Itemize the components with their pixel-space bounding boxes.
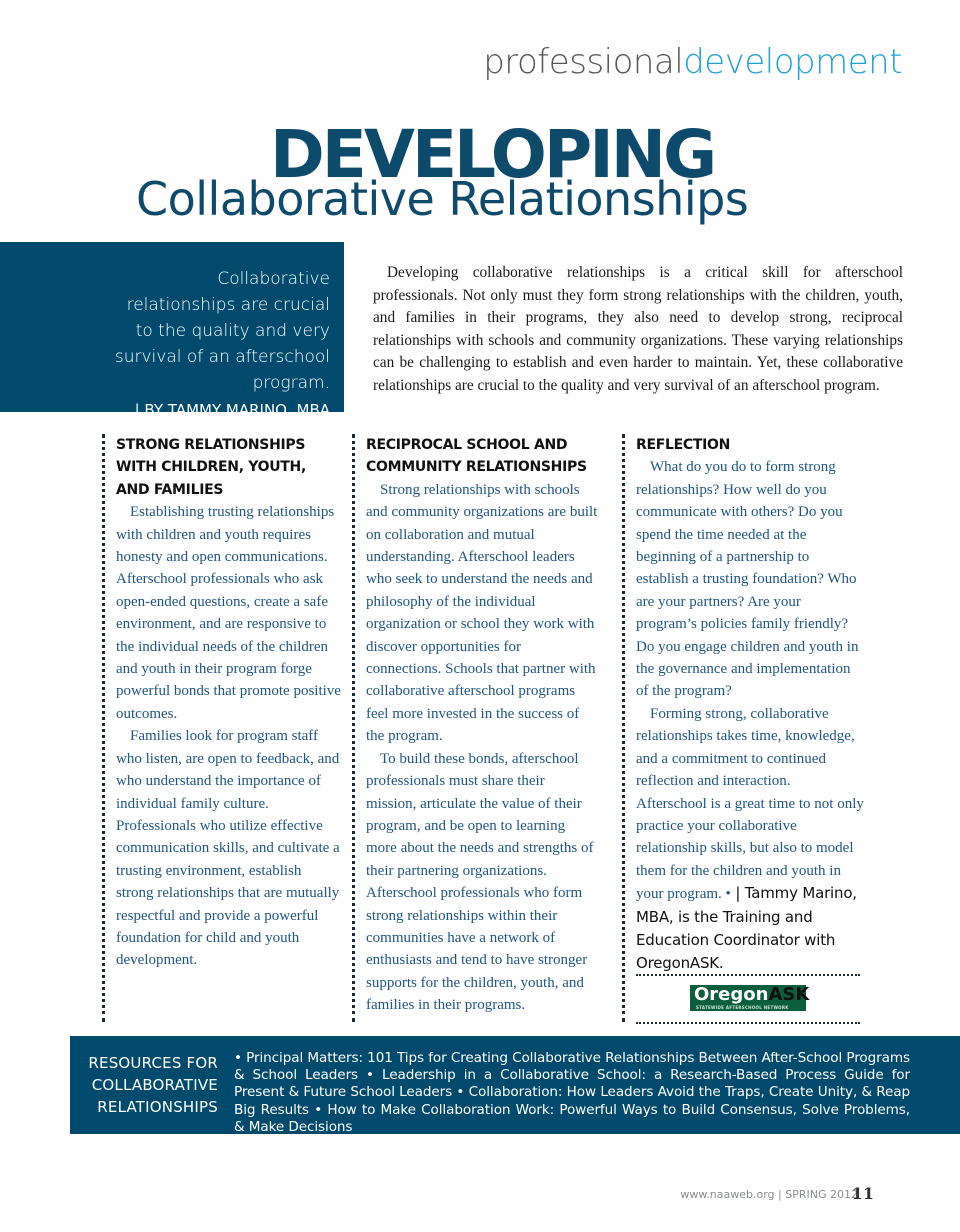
column-reflection xyxy=(636,434,864,976)
logo-text-ask: ASK xyxy=(768,984,810,1005)
article-subtitle: Collaborative Relationships xyxy=(136,172,749,226)
footer-site-issue: www.naaweb.org | SPRING 2012 xyxy=(680,1188,858,1201)
body-paragraph-text: Forming strong, collaborative relationships takes time, knowledge, and a commitment to continued reflection and interaction. Afterschool is a great time to not only practice your collaborative relationship skills, but also to model them for the children and youth in your program. • xyxy=(636,705,864,903)
resources-heading: RESOURCES FOR COLLABORATIVE RELATIONSHIPS xyxy=(88,1054,218,1116)
body-paragraph: To build these bonds, afterschool professionals must share their mission, articulate the value of their program, and be open to learning more about the needs and strengths of their partnering organizations. Afterschool professionals who form strong relationships within their communities have a network of enthusiasts and tend to have stronger supports for the children, youth, and families in their programs. xyxy=(366,750,594,1014)
column-school-community xyxy=(366,434,598,1017)
section-tag-part1: professional xyxy=(483,42,684,82)
pull-quote: Collaborative relationships are crucial to the quality and very survival of an afterschool program. xyxy=(114,269,330,393)
article-title: DEVELOPING xyxy=(270,116,715,193)
pull-quote-box xyxy=(0,242,344,419)
body-paragraph: Strong relationships with schools and community organizations are built on collaboration and mutual understanding. Afterschool leaders who seek to understand the needs and philosophy of the individual organization or school they work with discover opportunities for connections. Schools that partner with collaborative afterschool programs feel more invested in the success of the program. xyxy=(366,481,598,745)
oregonask-logo xyxy=(690,984,810,1011)
logo-tagline: STATEWIDE AFTERSCHOOL NETWORK xyxy=(696,1005,789,1010)
page-number: 11 xyxy=(851,1184,874,1203)
section-tag xyxy=(483,42,902,82)
footer-text xyxy=(680,1188,872,1201)
intro-paragraph: Developing collaborative relationships is a critical skill for afterschool professionals. Not only must they form strong relationships with the children, youth, and families in their programs, they also need to develop strong, reciprocal relationships with schools and community organizations. These varying relationships can be challenging to establish and even harder to maintain. Yet, these collaborative relationships are crucial to the quality and very survival of an afterschool program. xyxy=(373,264,903,394)
logo-area xyxy=(636,974,860,1024)
body-paragraph: Families look for program staff who listen, are open to feedback, and who understand the importance of individual family culture. Professionals who utilize effective communication skills, and cultivate a trusting environment, establish strong relationships that are mutually respectful and provide a powerful foundation for child and youth development. xyxy=(116,728,340,969)
body-paragraph: What do you do to form strong relationships? How well do you communicate with others? Do you spend the time needed at the beginning of a partnership to establish a trusting foundation? Who are your partners? Are your program’s policies family friendly? Do you engage children and youth in the governance and implementation of the program? xyxy=(636,459,859,700)
body-paragraph: Establishing trusting relationships with children and youth requires honesty and open communications. Afterschool professionals who ask open-ended questions, create a safe environment, and are responsive to the individual needs of the children and youth in their program forge powerful bonds that promote positive outcomes. xyxy=(116,504,341,722)
column-heading: REFLECTION xyxy=(636,437,731,453)
column-heading: RECIPROCAL SCHOOL AND COMMUNITY RELATIONSHIPS xyxy=(366,437,587,476)
resources-list: • Principal Matters: 101 Tips for Creating Collaborative Relationships Between After-School Programs & School Leaders • Leadership in a Collaborative School: a Research-Based Process Guide for Present & Future School Leaders • Collaboration: How Leaders Avoid the Traps, Create Unity, & Reap Big Results • How to Make Collaboration Work: Powerful Ways to Build Consensus, Solve Problems, & Make Decisions xyxy=(234,1050,910,1135)
body-paragraph xyxy=(636,703,864,976)
section-tag-part2: development xyxy=(683,42,902,82)
logo-text-oregon: Oregon xyxy=(694,984,769,1005)
author-bio: | Tammy Marino, MBA, is the Training and Education Coordinator with OregonASK. xyxy=(636,884,857,973)
resources-banner xyxy=(70,1036,960,1134)
byline: | BY TAMMY MARINO, MBA xyxy=(134,401,330,419)
column-divider xyxy=(622,434,625,1022)
column-divider xyxy=(352,434,355,1022)
column-heading: STRONG RELATIONSHIPS WITH CHILDREN, YOUTH, AND FAMILIES xyxy=(116,437,306,498)
column-children-youth-families xyxy=(116,434,342,972)
column-divider xyxy=(102,434,105,1022)
